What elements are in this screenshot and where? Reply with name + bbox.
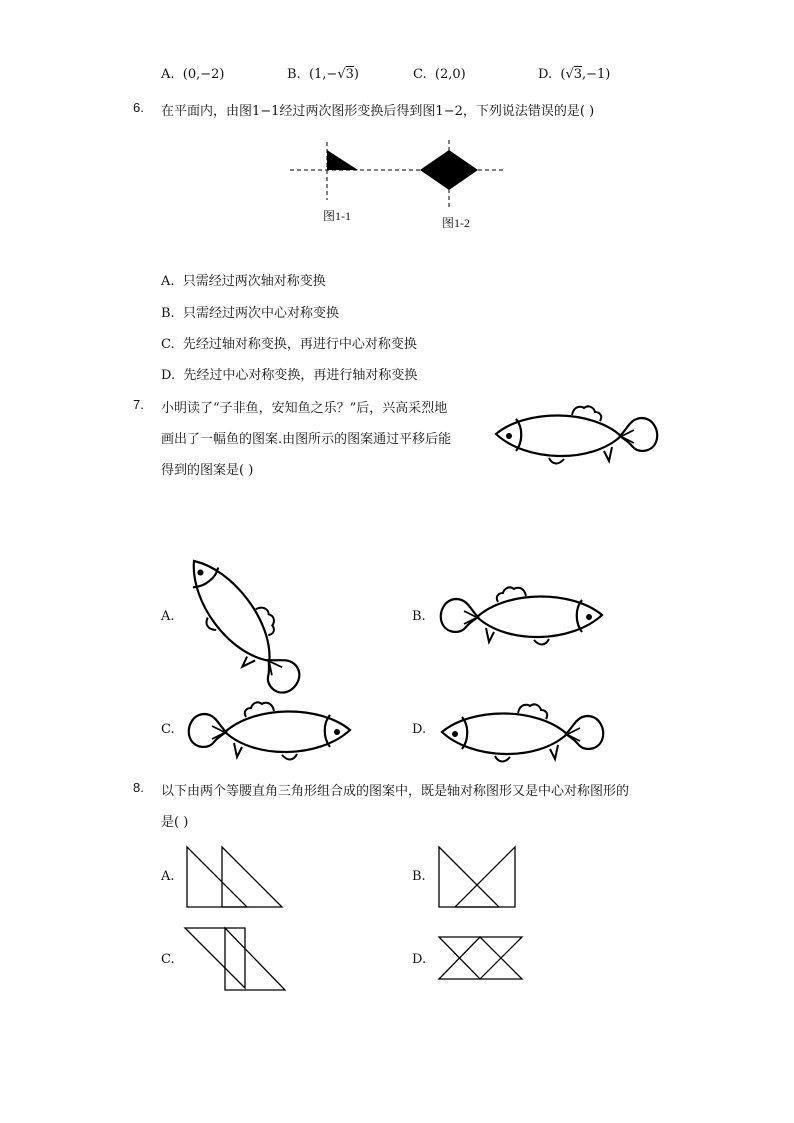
q6-figure [0, 0, 794, 260]
q8-option-d-figure [438, 936, 528, 982]
q8-option-a-label: A. [161, 869, 175, 884]
q8-option-c-label: C. [161, 952, 175, 967]
q8-option-b-figure [438, 846, 518, 910]
q6-option-b: B. 只需经过两次中心对称变换 [161, 306, 339, 321]
fig2-diamond [420, 150, 478, 190]
q8-number: 8. [133, 780, 144, 795]
q7-option-c-label: C. [161, 722, 175, 737]
q8-option-c-figure [184, 927, 288, 993]
q5-option-a: A. (0,−2) [161, 67, 225, 82]
q8-line1: 以下由两个等腰直角三角形组合成的图案中，既是轴对称图形又是中心对称图形的 [161, 784, 630, 799]
q7-option-d-fish [440, 697, 610, 767]
q7-line2: 画出了一幅鱼的图案.由图所示的图案通过平移后能 [161, 432, 452, 447]
q8-option-b-label: B. [412, 869, 426, 884]
q5-option-c: C. (2,0) [413, 67, 466, 82]
q7-option-b-fish [432, 580, 612, 650]
q6-option-a: A. 只需经过两次轴对称变换 [161, 274, 326, 289]
q7-number: 7. [133, 397, 144, 412]
q7-option-a-label: A. [161, 609, 175, 624]
q6-option-d: D. 先经过中心对称变换，再进行轴对称变换 [161, 368, 418, 383]
q7-option-d-label: D. [412, 722, 427, 737]
q7-option-a-fish [180, 545, 330, 685]
q7-option-b-label: B. [412, 609, 426, 624]
q6-option-c: C. 先经过轴对称变换，再进行中心对称变换 [161, 337, 417, 352]
q6-stem: 在平面内，由图1−1经过两次图形变换后得到图1−2，下列说法错误的是( ) [161, 104, 595, 119]
q7-line3: 得到的图案是( ) [161, 463, 254, 478]
fig1-triangle [327, 150, 358, 170]
q7-reference-fish [494, 400, 664, 470]
q5-option-b: B. (1,−√3) [287, 67, 359, 82]
q7-option-c-fish [180, 695, 360, 765]
q6-fig2-caption: 图1-2 [442, 216, 470, 230]
q6-number: 6. [133, 100, 144, 115]
q7-line1: 小明读了“子非鱼，安知鱼之乐？”后，兴高采烈地 [161, 401, 448, 416]
q8-line2: 是( ) [161, 815, 189, 830]
q8-option-d-label: D. [412, 952, 427, 967]
q6-fig1-caption: 图1-1 [323, 209, 351, 223]
q8-option-a-figure [186, 846, 286, 910]
q5-option-d: D. (√3,−1) [538, 67, 611, 82]
